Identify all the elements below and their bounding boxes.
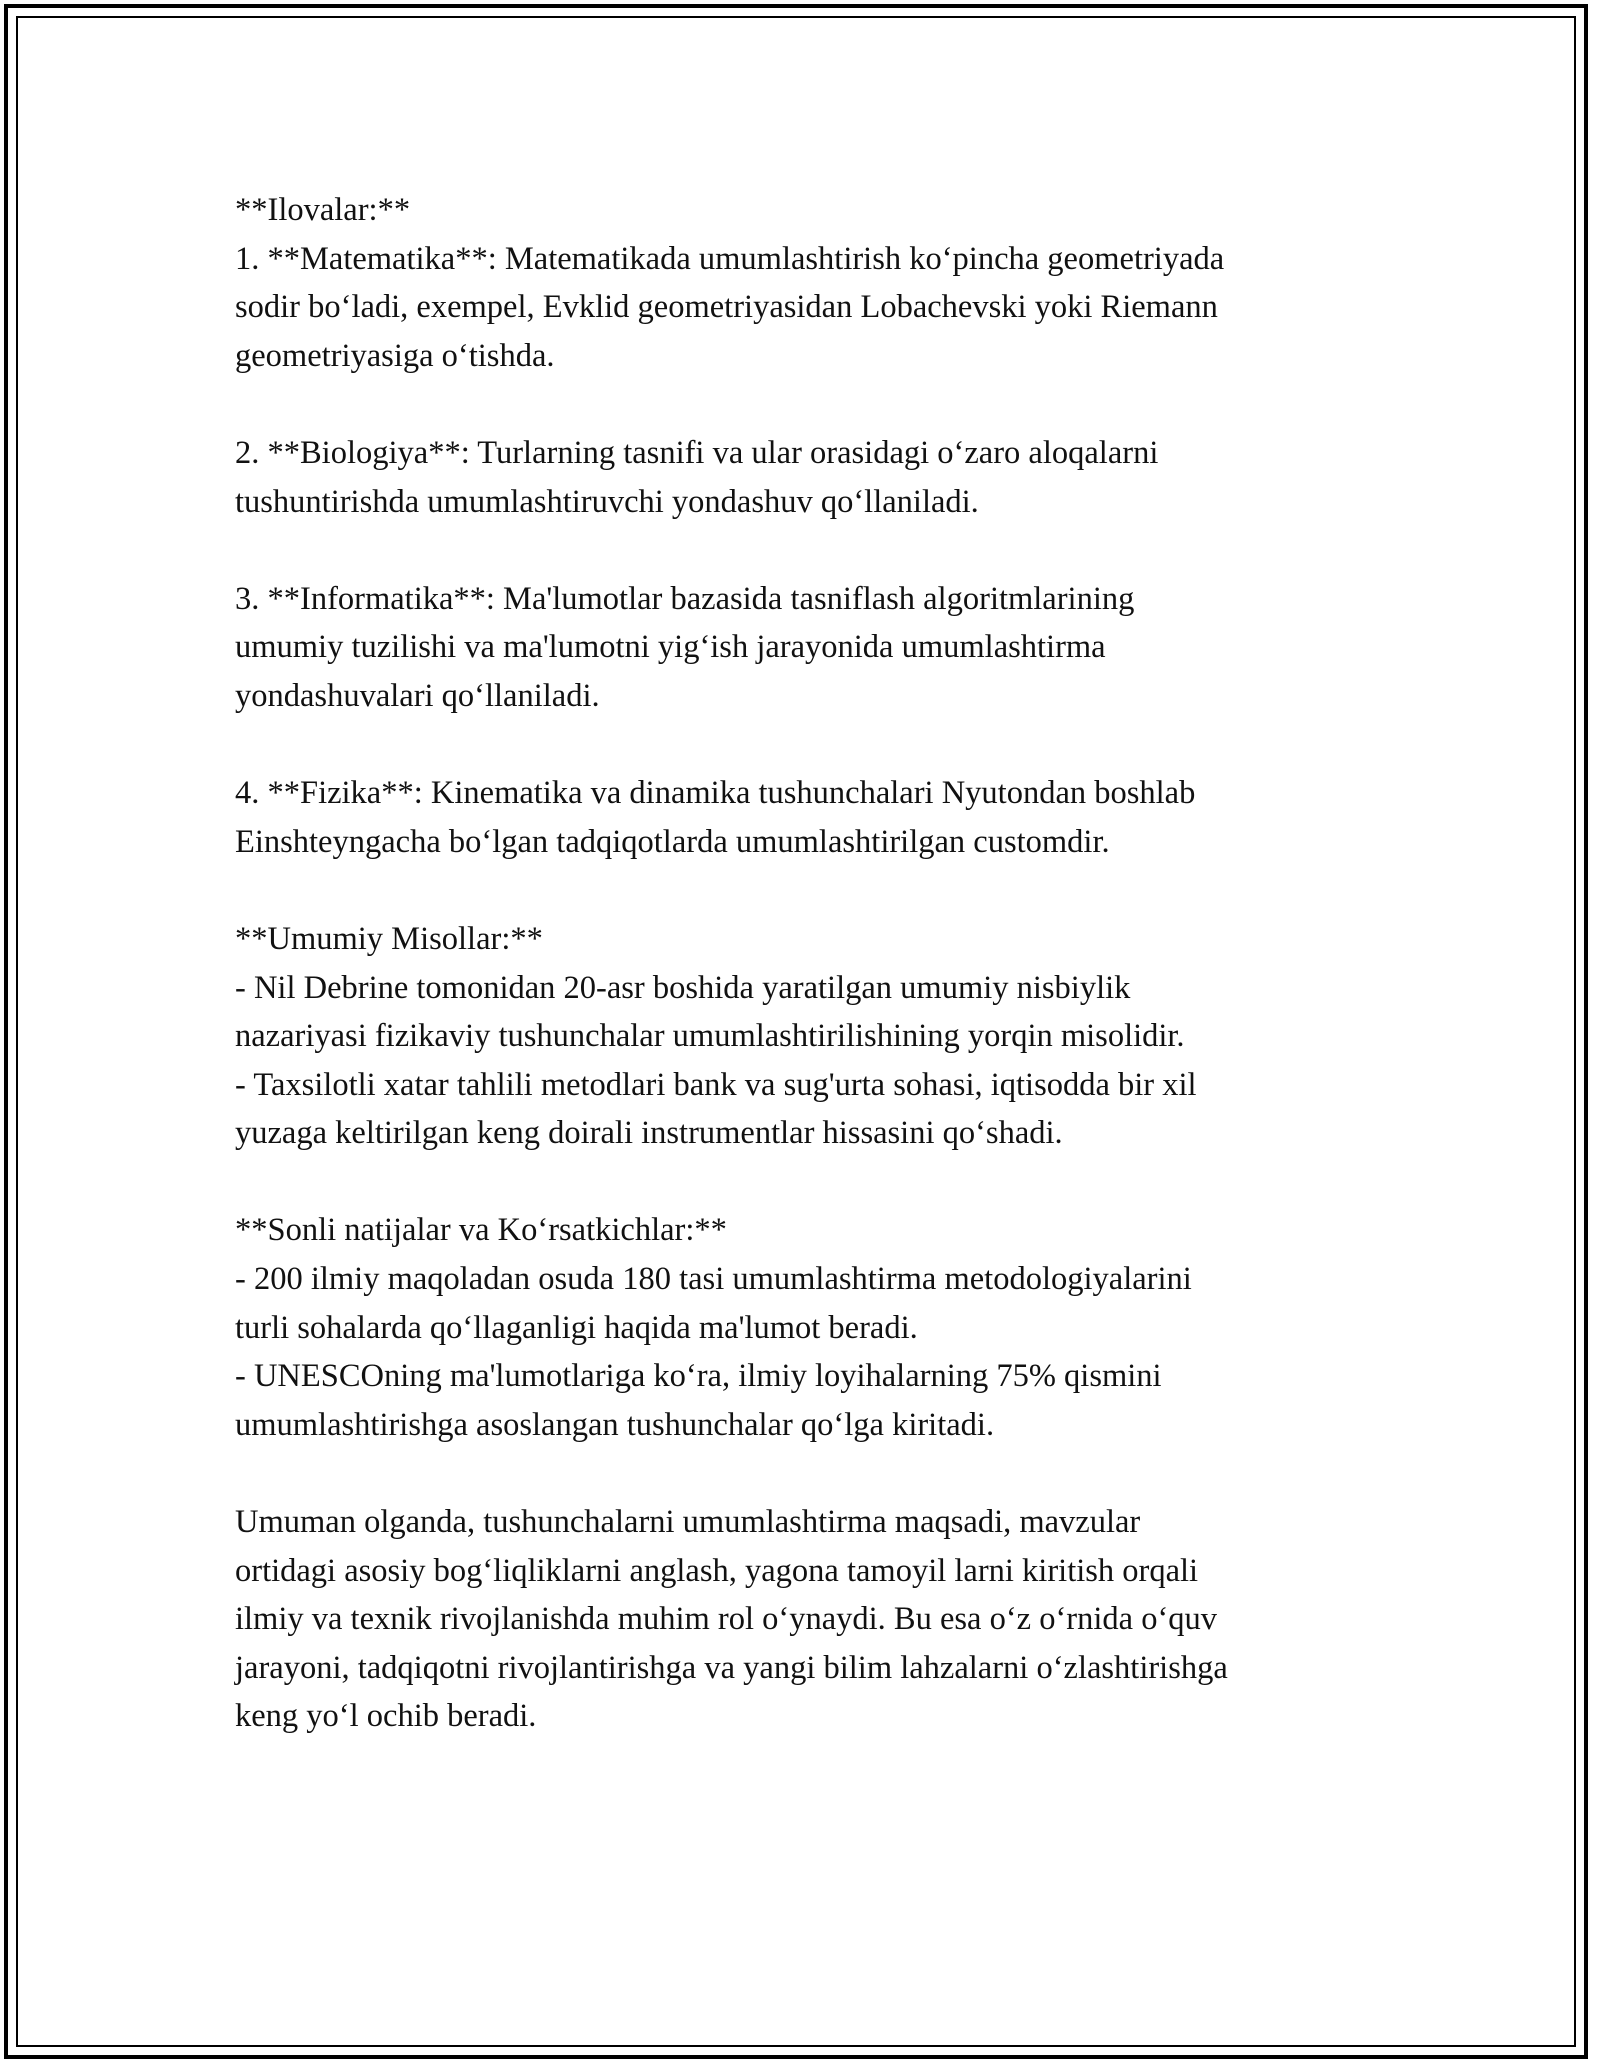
list-item-text: 3. **Informatika**: Ma'lumotlar bazasida tasniflash algoritmlarining — [235, 580, 1135, 617]
section-heading: **Sonli natijalar va Ko‘rsatkichlar:** — [235, 1212, 727, 1249]
list-item-text: tushuntirishda umumlashtiruvchi yondashuv qo‘llaniladi. — [235, 483, 979, 520]
section-xulosa — [235, 1498, 1385, 1741]
bullet-item-text: - Taxsilotli xatar tahlili metodlari bank va sug'urta sohasi, iqtisodda bir xil — [235, 1066, 1197, 1103]
bullet-item-text: - Nil Debrine tomonidan 20-asr boshida yaratilgan umumiy nisbiylik — [235, 969, 1131, 1006]
bullet-item-text: umumlashtirishga asoslangan tushunchalar qo‘lga kiritadi. — [235, 1406, 995, 1443]
section-ilovalar — [235, 186, 1385, 380]
list-item-text: 4. **Fizika**: Kinematika va dinamika tushunchalari Nyutondan boshlab — [235, 775, 1196, 812]
bullet-item-text: nazariyasi fizikaviy tushunchalar umumlashtirilishining yorqin misolidir. — [235, 1018, 1185, 1055]
section-biologiya — [235, 429, 1385, 526]
list-item-text: geometriyasiga o‘tishda. — [235, 337, 555, 374]
section-informatika — [235, 575, 1385, 721]
list-item-text: yondashuvalari qo‘llaniladi. — [235, 677, 600, 714]
list-item-text: 2. **Biologiya**: Turlarning tasnifi va ular orasidagi o‘zaro aloqalarni — [235, 434, 1159, 471]
document-body — [235, 186, 1385, 1741]
list-item-text: umumiy tuzilishi va ma'lumotni yig‘ish jarayonida umumlashtirma — [235, 629, 1106, 666]
paragraph-text: ortidagi asosiy bog‘liqliklarni anglash, yagona tamoyil larni kiritish orqali — [235, 1552, 1199, 1589]
list-item-text: Einshteyngacha bo‘lgan tadqiqotlarda umumlashtirilgan customdir. — [235, 823, 1110, 860]
bullet-item-text: - UNESCOning ma'lumotlariga ko‘ra, ilmiy loyihalarning 75% qismini — [235, 1358, 1162, 1395]
paragraph-text: jarayoni, tadqiqotni rivojlantirishga va yangi bilim lahzalarni o‘zlashtirishga — [235, 1649, 1228, 1686]
paragraph-text: keng yo‘l ochib beradi. — [235, 1698, 537, 1735]
section-umumiy-misollar — [235, 915, 1385, 1158]
section-heading: **Ilovalar:** — [235, 192, 411, 228]
section-fizika — [235, 769, 1385, 866]
paragraph-text: Umuman olganda, tushunchalarni umumlashtirma maqsadi, mavzular — [235, 1504, 1141, 1541]
bullet-item-text: - 200 ilmiy maqoladan osuda 180 tasi umumlashtirma metodologiyalarini — [235, 1261, 1192, 1298]
list-item-text: sodir bo‘ladi, exempel, Evklid geometriyasidan Lobachevski yoki Riemann — [235, 289, 1218, 326]
section-sonli-natijalar — [235, 1206, 1385, 1449]
list-item-text: 1. **Matematika**: Matematikada umumlashtirish ko‘pincha geometriyada — [235, 240, 1225, 277]
section-heading: **Umumiy Misollar:** — [235, 920, 543, 957]
bullet-item-text: turli sohalarda qo‘llaganligi haqida ma'lumot beradi. — [235, 1309, 918, 1346]
bullet-item-text: yuzaga keltirilgan keng doirali instrumentlar hissasini qo‘shadi. — [235, 1115, 1063, 1152]
paragraph-text: ilmiy va texnik rivojlanishda muhim rol o‘ynaydi. Bu esa o‘z o‘rnida o‘quv — [235, 1601, 1218, 1638]
